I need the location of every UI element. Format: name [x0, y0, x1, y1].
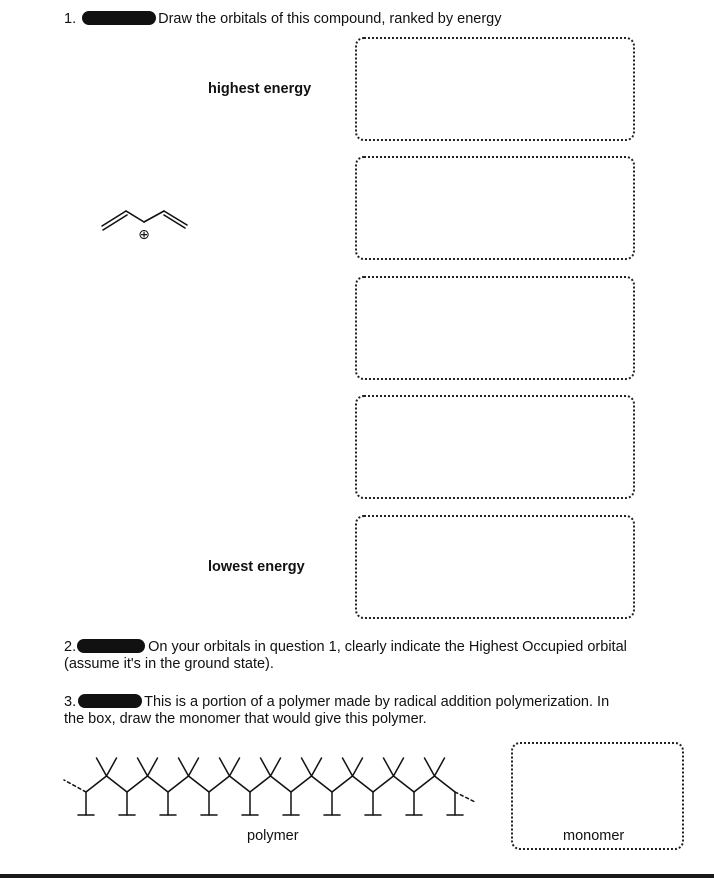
question-3-line-1	[64, 694, 609, 711]
allyl-cation-structure	[96, 202, 196, 252]
orbital-box-1[interactable]	[355, 37, 635, 141]
polymer-backbone	[86, 776, 455, 792]
polymer-branch-up-left	[97, 758, 107, 776]
polymer-branch-up-right	[394, 758, 404, 776]
polymer-branch-up-left	[302, 758, 312, 776]
question-1-prompt: Draw the orbitals of this compound, ranked by energy	[158, 11, 502, 27]
polymer-branch-up-left	[261, 758, 271, 776]
polymer-branch-up-right	[107, 758, 117, 776]
orbital-box-4[interactable]	[355, 395, 635, 499]
polymer-branch-up-right	[271, 758, 281, 776]
positive-charge-icon: ⊕	[138, 227, 150, 243]
question-2-line-2: (assume it's in the ground state).	[64, 656, 274, 672]
question-3-line-2: the box, draw the monomer that would give this polymer.	[64, 711, 427, 727]
polymer-branch-up-right	[435, 758, 445, 776]
polymer-branch-up-right	[230, 758, 240, 776]
polymer-branch-up-left	[138, 758, 148, 776]
polymer-branch-up-right	[312, 758, 322, 776]
polymer-label: polymer	[247, 828, 299, 844]
polymer-branch-up-left	[425, 758, 435, 776]
question-3-text: This is a portion of a polymer made by radical addition polymerization. In	[144, 694, 610, 710]
polymer-chain-end-right	[455, 792, 475, 802]
polymer-branch-up-right	[148, 758, 158, 776]
polymer-branch-up-right	[189, 758, 199, 776]
polymer-branch-up-left	[179, 758, 189, 776]
page-bottom-edge	[0, 874, 714, 878]
question-1-number: 1.	[64, 11, 77, 27]
orbital-box-5[interactable]	[355, 515, 635, 619]
single-bond-right	[144, 211, 164, 222]
polymer-branch-up-left	[343, 758, 353, 776]
highest-energy-label: highest energy	[208, 81, 312, 97]
question-2-number: 2.	[64, 639, 77, 655]
lowest-energy-label: lowest energy	[208, 559, 305, 575]
orbital-box-2[interactable]	[355, 156, 635, 260]
redaction-scribble	[82, 11, 156, 25]
polymer-branch-up-left	[220, 758, 230, 776]
question-2-text: On your orbitals in question 1, clearly indicate the Highest Occupied orbital	[148, 639, 627, 655]
redaction-scribble	[77, 639, 145, 653]
polymer-branch-up-left	[384, 758, 394, 776]
question-1-header	[64, 11, 501, 28]
question-2-line-1	[64, 639, 627, 656]
redaction-scribble	[78, 694, 142, 708]
polymer-structure	[58, 750, 498, 825]
monomer-label: monomer	[563, 828, 625, 844]
single-bond-left	[126, 211, 144, 222]
polymer-branch-up-right	[353, 758, 363, 776]
polymer-chain-end-left	[64, 780, 86, 792]
orbital-box-3[interactable]	[355, 276, 635, 380]
question-3-number: 3.	[64, 694, 77, 710]
